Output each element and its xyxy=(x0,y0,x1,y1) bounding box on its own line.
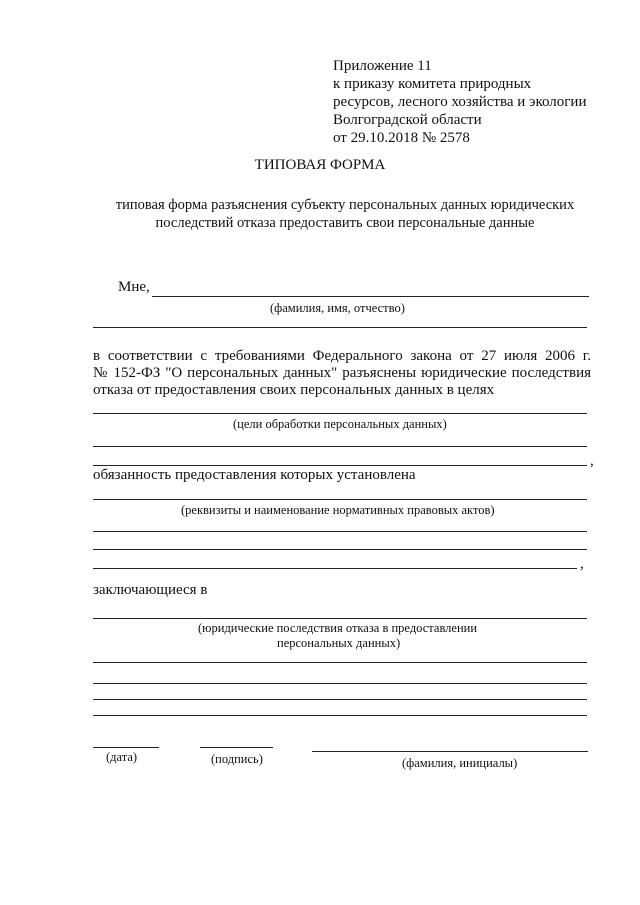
statement-paragraph xyxy=(93,348,591,399)
fio-caption: (фамилия, имя, отчество) xyxy=(270,301,405,315)
duty-label: обязанность предоставления которых установлена xyxy=(93,467,416,483)
document-title: ТИПОВАЯ ФОРМА xyxy=(254,157,386,173)
consequences-line-1[interactable] xyxy=(93,618,587,619)
date-line[interactable] xyxy=(93,747,159,748)
fio-line-2[interactable] xyxy=(93,327,587,328)
acts-line-1[interactable] xyxy=(93,499,587,500)
subtitle-line-1: типовая форма разъяснения субъекту персональных данных юридических xyxy=(115,197,575,213)
fio-line-1[interactable] xyxy=(152,296,589,297)
purpose-line-2[interactable] xyxy=(93,446,587,447)
consequences-line-5[interactable] xyxy=(93,715,587,716)
acts-line-3[interactable] xyxy=(93,549,587,550)
purpose-caption: (цели обработки персональных данных) xyxy=(233,417,447,431)
consequences-line-4[interactable] xyxy=(93,699,587,700)
appendix-number: Приложение 11 xyxy=(333,58,432,74)
consequences-caption-2: персональных данных) xyxy=(277,636,401,650)
statement-line-3: отказа от предоставления своих персональных данных в целях xyxy=(93,382,495,398)
statement-line-2: № 152-ФЗ "О персональных данных" разъяснены юридические последствия xyxy=(93,365,591,381)
region-name: Волгоградской области xyxy=(333,112,482,128)
acts-caption: (реквизиты и наименование нормативных правовых актов) xyxy=(181,503,495,517)
consequences-line-3[interactable] xyxy=(93,683,587,684)
subtitle-line-2: последствий отказа предоставить свои персональные данные xyxy=(155,215,535,231)
consequences-caption-1: (юридические последствия отказа в предоставлении xyxy=(198,621,478,635)
purpose-line-3[interactable] xyxy=(93,465,587,466)
order-date-number: от 29.10.2018 № 2578 xyxy=(333,130,470,146)
signature-line[interactable] xyxy=(200,747,273,748)
purpose-line-1[interactable] xyxy=(93,413,587,414)
statement-line-1: в соответствии с требованиями Федерального закона от 27 июля 2006 г. xyxy=(93,348,591,364)
acts-line-4[interactable] xyxy=(93,568,577,569)
order-reference: к приказу комитета природных xyxy=(333,76,532,92)
to-label: Мне, xyxy=(118,279,150,295)
acts-line-2[interactable] xyxy=(93,531,587,532)
consisting-label: заключающиеся в xyxy=(93,582,208,598)
name-caption: (фамилия, инициалы) xyxy=(402,756,518,770)
purpose-comma: , xyxy=(590,453,594,469)
document-subtitle xyxy=(95,196,595,232)
signature-caption: (подпись) xyxy=(211,752,263,766)
committee-name: ресурсов, лесного хозяйства и экологии xyxy=(333,94,587,110)
appendix-header xyxy=(333,57,586,147)
acts-comma: , xyxy=(580,556,584,572)
consequences-line-2[interactable] xyxy=(93,662,587,663)
date-caption: (дата) xyxy=(106,750,138,764)
name-line[interactable] xyxy=(312,751,588,752)
